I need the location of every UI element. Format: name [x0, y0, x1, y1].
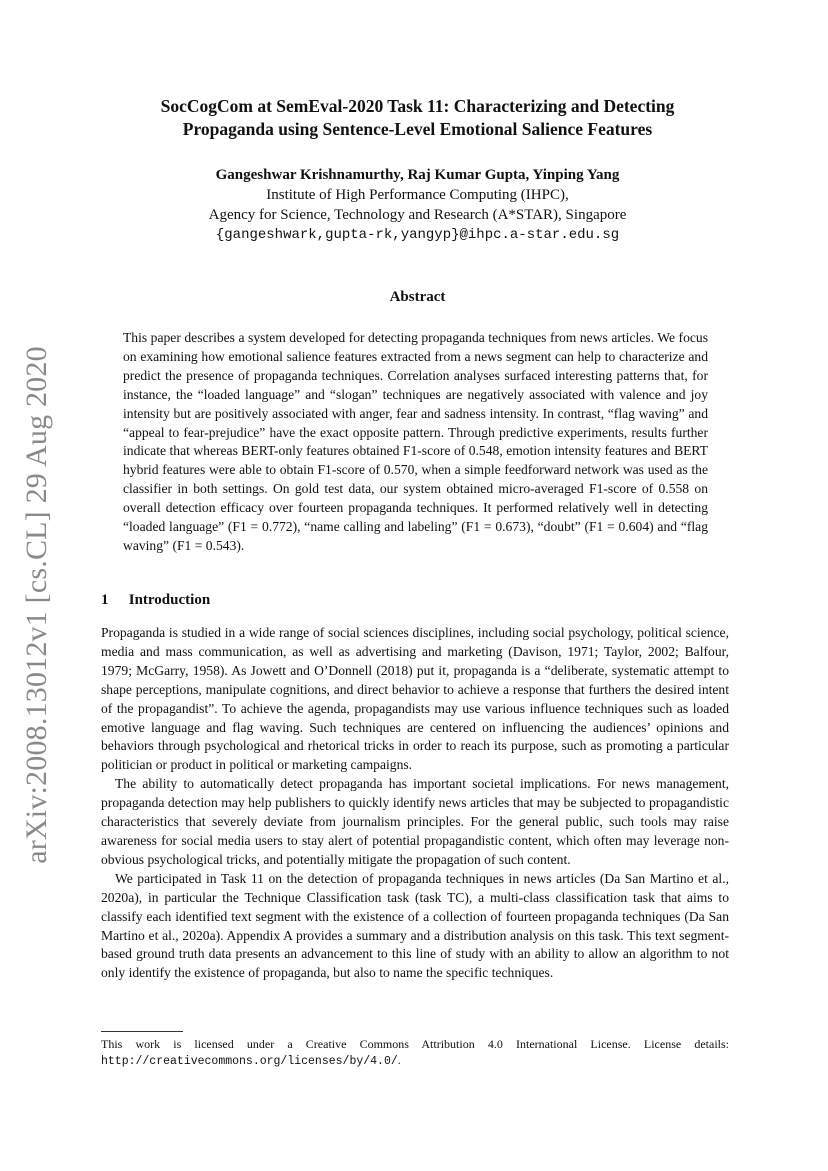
- author-names: Gangeshwar Krishnamurthy, Raj Kumar Gupta, Yinping Yang: [215, 167, 620, 183]
- section-title: Introduction: [128, 592, 211, 608]
- paper-title: [80, 95, 755, 141]
- author-block: [80, 165, 755, 245]
- affiliation-line-2: Agency for Science, Technology and Research (A*STAR), Singapore: [208, 207, 627, 223]
- title-line-1: SocCogCom at SemEval-2020 Task 11: Characterizing and Detecting: [160, 96, 675, 116]
- arxiv-sidebar: [12, 346, 62, 864]
- arxiv-identifier: arXiv:2008.13012v1 [cs.CL] 29 Aug 2020: [20, 346, 53, 864]
- footnote-divider: [101, 1031, 183, 1032]
- abstract-heading: Abstract: [389, 289, 446, 305]
- section-heading-introduction: [101, 592, 210, 609]
- introduction-body: [101, 624, 729, 983]
- affiliation-line-1: Institute of High Performance Computing (IHPC),: [266, 187, 569, 203]
- section-number: 1: [101, 592, 109, 608]
- title-line-2: Propaganda using Sentence-Level Emotional Salience Features: [182, 119, 653, 139]
- license-footnote: [101, 1036, 729, 1070]
- footnote-text: This work is licensed under a Creative Commons Attribution 4.0 International License. License details:: [101, 1037, 729, 1051]
- author-emails[interactable]: {gangeshwark,gupta-rk,yangyp}@ihpc.a-star.edu.sg: [215, 227, 620, 243]
- paragraph: The ability to automatically detect propaganda has important societal implications. For news management, propaganda detection may help publishers to quickly identify news articles that may be subjected to propagandistic characteristics that severely deviate from journalism principles. For the general public, such tools may raise awareness for social media users to stay alert of potential propagandistic content, which often may leverage non-obvious psychological tricks, and potentially mitigate the propagation of such content.: [101, 776, 729, 867]
- license-link[interactable]: http://creativecommons.org/licenses/by/4.0/: [101, 1055, 398, 1068]
- paragraph: We participated in Task 11 on the detection of propaganda techniques in news articles (Da San Martino et al., 2020a), in particular the Technique Classification task (task TC), a multi-class classification task that aims to classify each identified text segment with the existence of a collection of fourteen propaganda techniques (Da San Martino et al., 2020a). Appendix A provides a summary and a distribution analysis on this task. This text segment-based ground truth data presents an advancement to this line of study with an ability to allow an algorithm to not only identify the existence of propaganda, but also to name the specific techniques.: [101, 870, 729, 981]
- paragraph: Propaganda is studied in a wide range of social sciences disciplines, including social psychology, political science, media and mass communication, as well as advertising and marketing (Davison, 1971; Taylor, 2002; Balfour, 1979; McGarry, 1958). As Jowett and O’Donnell (2018) put it, propaganda is a “deliberate, systematic attempt to shape perceptions, manipulate cognitions, and direct behavior to achieve a response that furthers the desired intent of the propagandist”. To achieve the agenda, propagandists may use various influence techniques such as loaded emotive language and flag waving. Such techniques are centered on influencing the audiences’ opinions and behaviors through psychological and rhetorical tricks in order to reach its purpose, such as promoting a particular politician or product in political or marketing campaigns.: [101, 625, 729, 773]
- abstract-text: This paper describes a system developed for detecting propaganda techniques from news articles. We focus on examining how emotional salience features extracted from a news segment can help to characterize and predict the presence of propaganda techniques. Correlation analyses surfaced interesting patterns that, for instance, the “loaded language” and “slogan” techniques are negatively associated with valence and joy intensity but are positively associated with anger, fear and sadness intensity. In contrast, “flag waving” and “appeal to fear-prejudice” have the exact opposite pattern. Through predictive experiments, results further indicate that whereas BERT-only features obtained F1-score of 0.548, emotion intensity features and BERT hybrid features were able to obtain F1-score of 0.570, when a simple feedforward network was used as the classifier in both settings. On gold test data, our system obtained micro-averaged F1-score of 0.558 on overall detection efficacy over fourteen propaganda techniques. It performed relatively well in detecting “loaded language” (F1 = 0.772), “name calling and labeling” (F1 = 0.673), “doubt” (F1 = 0.604) and “flag waving” (F1 = 0.543).: [123, 330, 708, 553]
- footnote-period: .: [397, 1053, 401, 1067]
